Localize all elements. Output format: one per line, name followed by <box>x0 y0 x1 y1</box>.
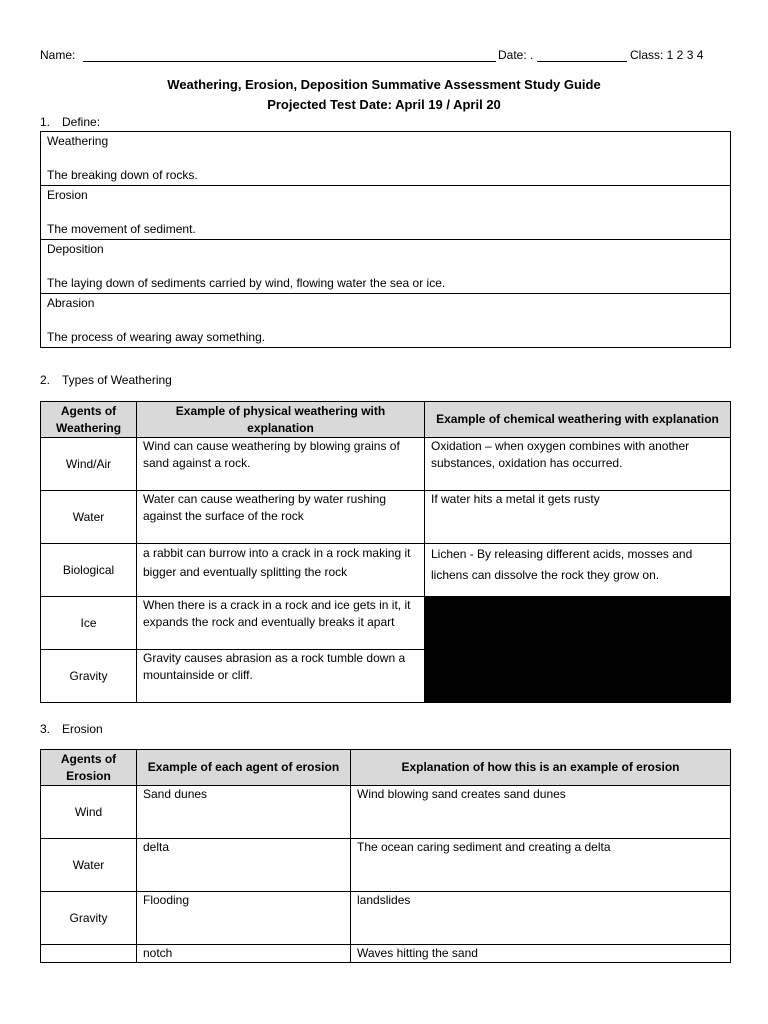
agent-cell: Wind/Air <box>41 438 137 491</box>
test-date-title: Projected Test Date: April 19 / April 20 <box>267 97 501 112</box>
document-title: Weathering, Erosion, Deposition Summative Assessment Study Guide <box>167 77 601 92</box>
class-label: Class: 1 2 3 4 <box>630 48 704 62</box>
name-field[interactable] <box>83 61 496 62</box>
definition-row <box>41 240 731 294</box>
agent-cell <box>41 945 137 963</box>
table-row <box>41 839 731 892</box>
example-cell[interactable]: delta <box>137 839 351 892</box>
example-cell[interactable]: Sand dunes <box>137 786 351 839</box>
section-2-number: 2. <box>40 373 51 387</box>
definition-text: The breaking down of rocks. <box>47 168 198 182</box>
section-1-title: Define: <box>62 115 101 129</box>
definitions-table <box>40 131 731 348</box>
definition-row <box>41 294 731 348</box>
table-row <box>41 544 731 597</box>
definition-row <box>41 186 731 240</box>
column-header: Example of chemical weathering with explanation <box>425 402 731 438</box>
example-cell[interactable]: Flooding <box>137 892 351 945</box>
column-header: Explanation of how this is an example of erosion <box>351 750 731 786</box>
column-header: Agents of Weathering <box>41 402 137 438</box>
definition-cell[interactable] <box>41 294 731 348</box>
weathering-table <box>40 401 731 703</box>
section-1-heading <box>40 115 100 129</box>
student-info-header <box>40 48 730 64</box>
agent-cell: Gravity <box>41 650 137 703</box>
table-row <box>41 892 731 945</box>
agent-cell: Gravity <box>41 892 137 945</box>
definition-term: Erosion <box>47 188 88 202</box>
physical-cell[interactable]: Water can cause weathering by water rushing against the surface of the rock <box>137 491 425 544</box>
date-label: Date: . <box>498 48 534 62</box>
column-header: Example of physical weathering with explanation <box>137 402 425 438</box>
definition-text: The laying down of sediments carried by wind, flowing water the sea or ice. <box>47 276 446 290</box>
table-row <box>41 438 731 491</box>
section-3-title: Erosion <box>62 722 103 736</box>
definition-term: Abrasion <box>47 296 95 310</box>
table-header-row <box>41 750 731 786</box>
table-row <box>41 597 731 650</box>
agent-cell: Water <box>41 491 137 544</box>
explanation-cell[interactable]: The ocean caring sediment and creating a delta <box>351 839 731 892</box>
physical-cell[interactable]: Gravity causes abrasion as a rock tumble down a mountainside or cliff. <box>137 650 425 703</box>
redacted-cell <box>425 597 731 703</box>
date-field[interactable] <box>537 61 627 62</box>
definition-term: Deposition <box>47 242 104 256</box>
physical-cell[interactable]: a rabbit can burrow into a crack in a rock making it bigger and eventually splitting the rock <box>137 544 425 597</box>
erosion-table <box>40 749 731 963</box>
section-2-title: Types of Weathering <box>62 373 172 387</box>
agent-cell: Water <box>41 839 137 892</box>
explanation-cell[interactable]: landslides <box>351 892 731 945</box>
table-row <box>41 945 731 963</box>
definition-text: The movement of sediment. <box>47 222 196 236</box>
column-header: Agents of Erosion <box>41 750 137 786</box>
physical-cell[interactable]: Wind can cause weathering by blowing grains of sand against a rock. <box>137 438 425 491</box>
name-label: Name: <box>40 48 76 62</box>
definition-cell[interactable] <box>41 186 731 240</box>
chemical-cell[interactable]: Oxidation – when oxygen combines with another substances, oxidation has occurred. <box>425 438 731 491</box>
agent-cell: Ice <box>41 597 137 650</box>
table-row <box>41 491 731 544</box>
definition-term: Weathering <box>47 134 109 148</box>
definition-text: The process of wearing away something. <box>47 330 266 344</box>
explanation-cell[interactable]: Waves hitting the sand <box>351 945 731 963</box>
section-1-number: 1. <box>40 115 51 129</box>
explanation-cell[interactable]: Wind blowing sand creates sand dunes <box>351 786 731 839</box>
agent-cell: Wind <box>41 786 137 839</box>
table-header-row <box>41 402 731 438</box>
physical-cell[interactable]: When there is a crack in a rock and ice gets in it, it expands the rock and eventually breaks it apart <box>137 597 425 650</box>
section-3-number: 3. <box>40 722 51 736</box>
section-3-heading <box>40 722 103 736</box>
table-row <box>41 786 731 839</box>
section-2-heading <box>40 373 172 387</box>
column-header: Example of each agent of erosion <box>137 750 351 786</box>
chemical-cell[interactable]: Lichen - By releasing different acids, mosses and lichens can dissolve the rock they grow on. <box>425 544 731 597</box>
definition-row <box>41 132 731 186</box>
chemical-cell[interactable]: If water hits a metal it gets rusty <box>425 491 731 544</box>
example-cell[interactable]: notch <box>137 945 351 963</box>
agent-cell: Biological <box>41 544 137 597</box>
definition-cell[interactable] <box>41 132 731 186</box>
definition-cell[interactable] <box>41 240 731 294</box>
